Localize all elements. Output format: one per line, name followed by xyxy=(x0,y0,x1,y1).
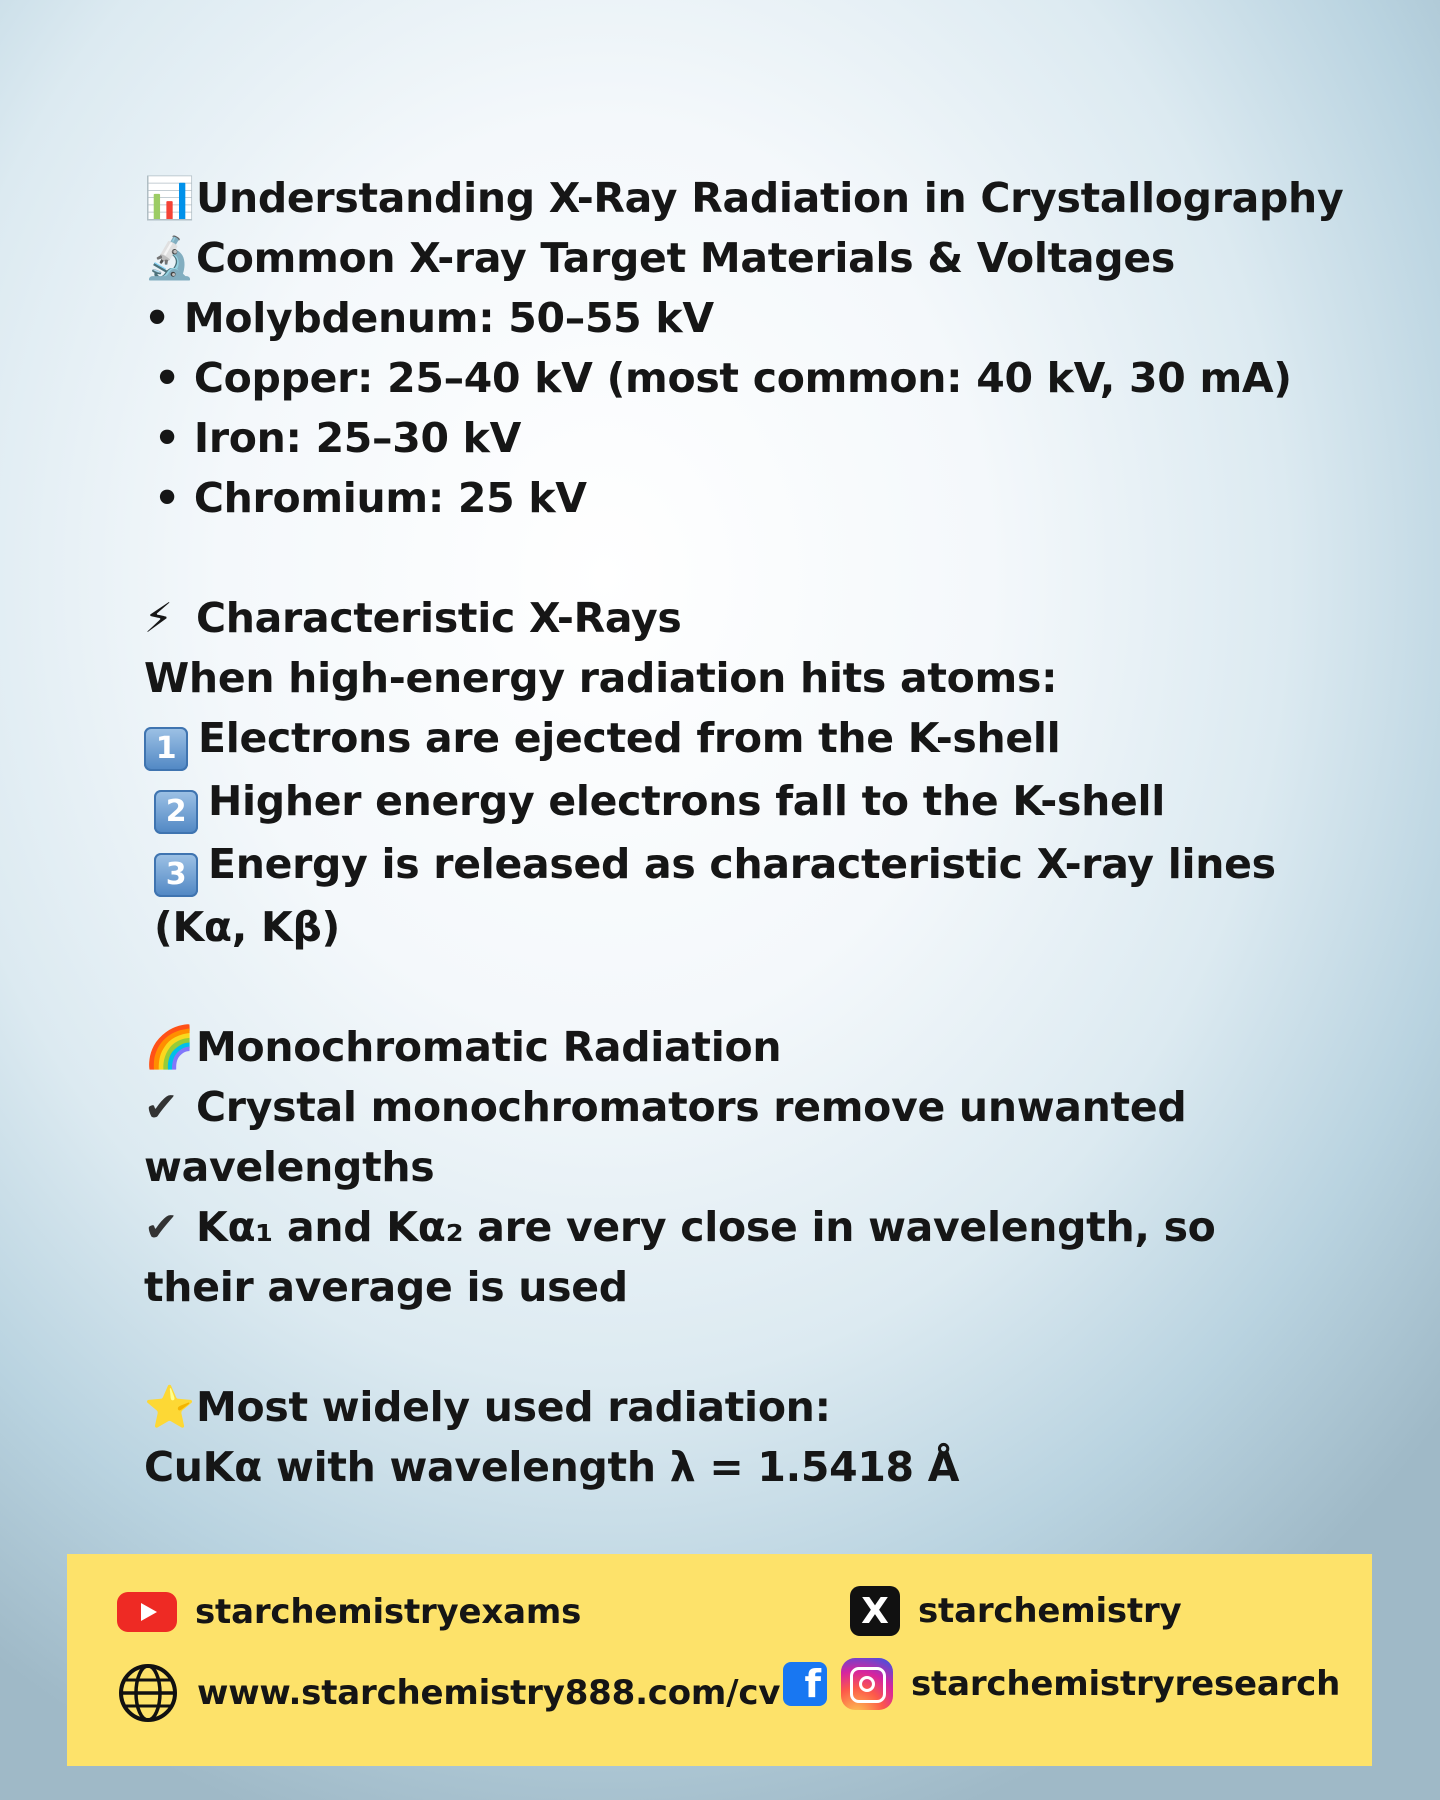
instagram-icon xyxy=(841,1658,893,1710)
youtube-icon xyxy=(117,1592,177,1632)
star-icon: ⭐ xyxy=(144,1383,195,1431)
targets-heading: 🔬Common X-ray Target Materials & Voltages xyxy=(144,228,1324,288)
most-used-heading: ⭐Most widely used radiation: xyxy=(144,1377,1324,1437)
monochromatic-heading: 🌈Monochromatic Radiation xyxy=(144,1017,1324,1077)
globe-icon xyxy=(117,1662,179,1724)
step-item: 3 Energy is released as characteristic X-ray lines (Kα, Kβ) xyxy=(154,840,1276,951)
target-item: • Molybdenum: 50–55 kV xyxy=(144,294,714,342)
target-item: • Chromium: 25 kV xyxy=(154,474,587,522)
website-link[interactable]: www.starchemistry888.com/cv xyxy=(117,1662,780,1724)
target-item: • Iron: 25–30 kV xyxy=(154,414,522,462)
characteristic-intro: When high-energy radiation hits atoms: xyxy=(144,654,1058,702)
step-item: 1 Electrons are ejected from the K-shell xyxy=(144,708,1324,771)
number-three-icon: 3 xyxy=(154,853,198,897)
x-logo-icon: X xyxy=(850,1586,900,1636)
x-link[interactable]: X starchemistry xyxy=(850,1586,1182,1636)
checkmark-icon: ✔ xyxy=(144,1083,179,1131)
number-two-icon: 2 xyxy=(154,790,198,834)
checkmark-icon: ✔ xyxy=(144,1203,179,1251)
facebook-icon: f xyxy=(783,1662,827,1706)
page-title: 📊Understanding X-Ray Radiation in Crystallography xyxy=(144,168,1324,228)
step-item: 2 Higher energy electrons fall to the K-shell xyxy=(144,771,1324,834)
social-research-link[interactable]: f starchemistryresearch xyxy=(783,1658,1340,1710)
target-item: • Copper: 25–40 kV (most common: 40 kV, 30 mA) xyxy=(154,354,1292,402)
check-item: ✔ Kα₁ and Kα₂ are very close in wavelength, so their average is used xyxy=(144,1197,1324,1317)
rainbow-icon: 🌈 xyxy=(144,1023,195,1071)
microscope-icon: 🔬 xyxy=(144,234,195,282)
lightning-icon: ⚡ xyxy=(144,594,173,642)
number-one-icon: 1 xyxy=(144,727,188,771)
post-content xyxy=(144,168,1344,1497)
most-used-text: CuKα with wavelength λ = 1.5418 Å xyxy=(144,1443,960,1491)
check-item: ✔ Crystal monochromators remove unwanted wavelengths xyxy=(144,1077,1324,1197)
social-footer xyxy=(67,1554,1372,1766)
bar-chart-icon: 📊 xyxy=(144,174,195,222)
characteristic-heading: ⚡ Characteristic X-Rays xyxy=(144,588,1324,648)
youtube-link[interactable]: starchemistryexams xyxy=(117,1592,581,1632)
